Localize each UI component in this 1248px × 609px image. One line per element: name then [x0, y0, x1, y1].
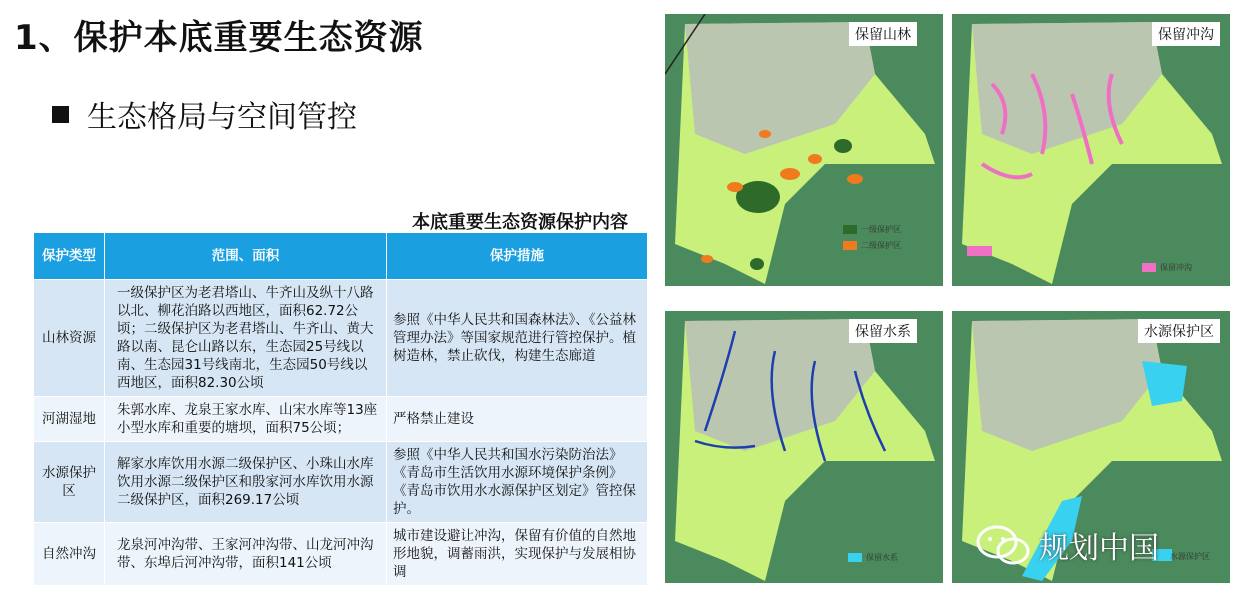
- row-range: 龙泉河冲沟带、王家河冲沟带、山龙河冲沟带、东埠后河冲沟带，面积141公顷: [105, 523, 387, 586]
- legend-item: [1152, 551, 1210, 562]
- legend-swatch: [843, 241, 857, 250]
- slide-title: 1、保护本底重要生态资源: [14, 18, 424, 58]
- legend-item: [848, 552, 898, 563]
- legend-item: [843, 224, 901, 235]
- water-map-image: [665, 311, 943, 583]
- row-measures: 参照《中华人民共和国森林法》、《公益林管理办法》等国家规范进行管控保护。植树造林，禁止砍伐，构建生态廊道: [387, 280, 648, 397]
- square-bullet-icon: [52, 106, 69, 123]
- legend-item: [1142, 262, 1192, 273]
- slide-subtitle: [52, 92, 357, 136]
- map-label: 保留冲沟: [1152, 22, 1220, 46]
- subtitle-text: 生态格局与空间管控: [87, 100, 357, 135]
- legend-swatch: [843, 225, 857, 234]
- legend-item: [843, 240, 901, 251]
- legend-text: 一级保护区: [861, 225, 901, 234]
- forest-map-image: [665, 14, 943, 286]
- table-header-row: [34, 233, 648, 280]
- table-row: [34, 397, 648, 442]
- header-type: 保护类型: [34, 233, 105, 280]
- eco-resource-table: [33, 232, 648, 586]
- map-label: 水源保护区: [1138, 319, 1220, 343]
- legend-text: 保留冲沟: [1160, 263, 1192, 272]
- table-row: [34, 280, 648, 397]
- row-type: 山林资源: [34, 280, 105, 397]
- map-forest: [665, 14, 943, 286]
- row-range: 朱郭水库、龙泉王家水库、山宋水库等13座小型水库和重要的塘坝，面积75公顷；: [105, 397, 387, 442]
- gully-map-image: [952, 14, 1230, 286]
- wechat-icon: [975, 522, 1033, 568]
- map-label: 保留山林: [849, 22, 917, 46]
- watermark-text: 规划中国: [1039, 531, 1159, 566]
- legend-text: 二级保护区: [861, 241, 901, 250]
- legend-swatch: [1142, 263, 1156, 272]
- legend-swatch: [848, 553, 862, 562]
- row-measures: 城市建设避让冲沟，保留有价值的自然地形地貌，调蓄雨洪，实现保护与发展相协调: [387, 523, 648, 586]
- header-range: 范围、面积: [105, 233, 387, 280]
- table-caption: 本底重要生态资源保护内容: [412, 212, 628, 233]
- row-type: 河湖湿地: [34, 397, 105, 442]
- legend-text: 水源保护区: [1170, 552, 1210, 561]
- row-type: 水源保护区: [34, 442, 105, 523]
- map-water: [665, 311, 943, 583]
- watermark: [975, 522, 1159, 568]
- row-type: 自然冲沟: [34, 523, 105, 586]
- row-range: 一级保护区为老君塔山、牛齐山及纵十八路以北、柳花泊路以西地区，面积62.72公顷；二级保护区为老君塔山、牛齐山、黄大路以南、昆仑山路以东，生态园25号线以南、生态园31号线南北，生态园50号线以西地区，面积82.30公顷: [105, 280, 387, 397]
- row-range: 解家水库饮用水源二级保护区、小珠山水库饮用水源二级保护区和殷家河水库饮用水源二级保护区，面积269.17公顷: [105, 442, 387, 523]
- map-gully: [952, 14, 1230, 286]
- header-measures: 保护措施: [387, 233, 648, 280]
- row-measures: 严格禁止建设: [387, 397, 648, 442]
- map-label: 保留水系: [849, 319, 917, 343]
- table-row: [34, 442, 648, 523]
- table-row: [34, 523, 648, 586]
- row-measures: 参照《中华人民共和国水污染防治法》《青岛市生活饮用水源环境保护条例》《青岛市饮用水水源保护区划定》管控保护。: [387, 442, 648, 523]
- legend-text: 保留水系: [866, 553, 898, 562]
